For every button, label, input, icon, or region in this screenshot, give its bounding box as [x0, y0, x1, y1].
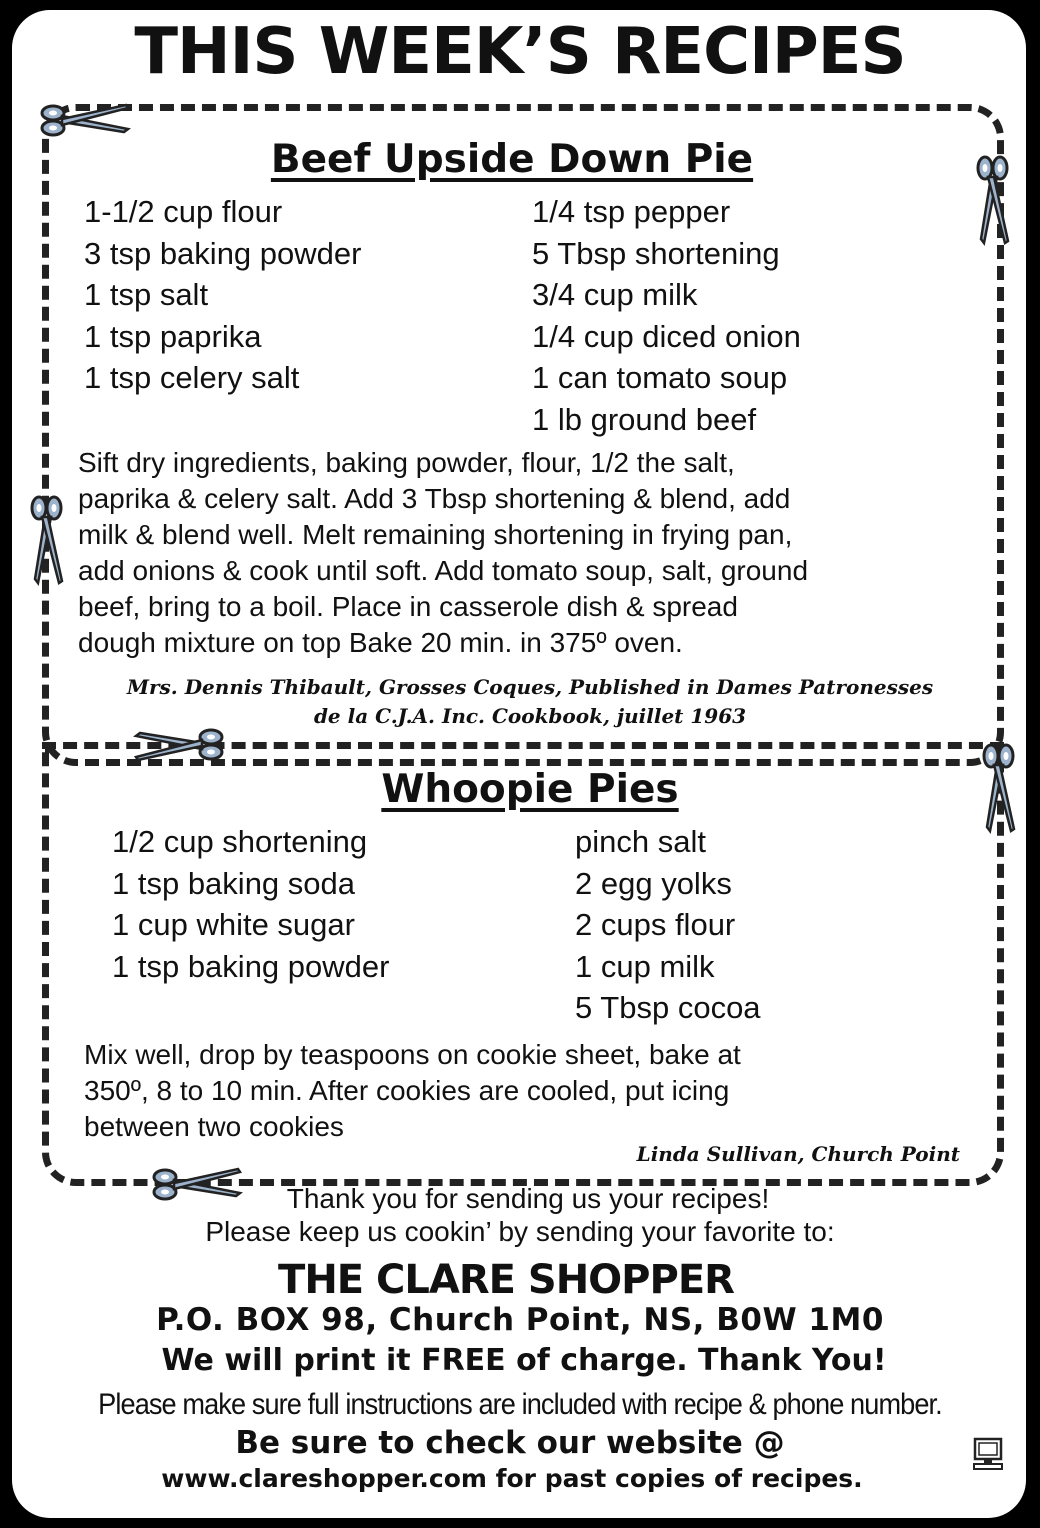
ingredient: 1/4 tsp pepper: [532, 194, 731, 229]
scissors-icon: [132, 727, 226, 763]
scissors-icon: [150, 1166, 244, 1202]
ingredient-list-right: [575, 821, 761, 1029]
ingredient: pinch salt: [575, 824, 706, 859]
ingredient: 5 Tbsp cocoa: [575, 990, 761, 1026]
ingredient: 1 tsp baking powder: [112, 948, 390, 984]
ingredient-list-left: [84, 191, 361, 399]
page-title: THIS WEEK’S RECIPES: [134, 15, 906, 89]
ingredient: 3 tsp baking powder: [84, 235, 362, 271]
ingredient: 1 can tomato soup: [532, 360, 788, 396]
scissors-icon: [975, 153, 1011, 247]
ingredient: 3/4 cup milk: [532, 277, 698, 313]
ingredient: 1 tsp paprika: [84, 318, 262, 354]
ingredient: 2 cups flour: [575, 907, 736, 943]
ingredient: 1-1/2 cup flour: [84, 194, 283, 229]
instruction-line: add onions & cook until soft. Add tomato soup, salt, ground: [78, 555, 809, 586]
instructions-note: Please make sure full instructions are included with recipe & phone number.: [98, 1388, 942, 1421]
website-prompt: Be sure to check our website @: [235, 1425, 785, 1461]
scissors-icon: [29, 493, 65, 587]
instruction-line: Mix well, drop by teaspoons on cookie sheet, bake at: [84, 1039, 741, 1070]
instruction-line: Sift dry ingredients, baking powder, flour, 1/2 the salt,: [78, 447, 735, 478]
instruction-line: milk & blend well. Melt remaining shortening in frying pan,: [78, 519, 793, 550]
ingredient: 2 egg yolks: [575, 865, 732, 901]
instruction-line: between two cookies: [84, 1111, 344, 1142]
credit-line: Linda Sullivan, Church Point: [636, 1142, 960, 1166]
ingredient: 1 lb ground beef: [532, 401, 757, 437]
publisher-name: THE CLARE SHOPPER: [278, 1257, 734, 1303]
computer-icon: [972, 1437, 1004, 1471]
website-url: www.clareshopper.com for past copies of recipes.: [161, 1464, 863, 1493]
ingredient: 1 tsp baking soda: [112, 865, 356, 901]
recipe-title: Whoopie Pies: [381, 767, 679, 812]
ingredient: 1 tsp celery salt: [84, 360, 300, 396]
publisher-address: P.O. BOX 98, Church Point, NS, B0W 1M0: [156, 1302, 884, 1338]
credit-line: de la C.J.A. Inc. Cookbook, juillet 1963: [313, 704, 747, 728]
recipe-title: Beef Upside Down Pie: [270, 137, 754, 182]
instruction-line: beef, bring to a boil. Place in casserole dish & spread: [78, 591, 738, 622]
ingredient: 1 cup milk: [575, 948, 715, 984]
recipe-credit: [60, 673, 1000, 731]
scissors-icon: [38, 102, 132, 138]
credit-line: Mrs. Dennis Thibault, Grosses Coques, Published in Dames Patronesses: [126, 675, 934, 699]
ingredient-list-left: [112, 821, 389, 987]
instruction-line: dough mixture on top Bake 20 min. in 375º oven.: [78, 627, 683, 658]
recipe-instructions: [84, 1037, 964, 1145]
send-request-text: Please keep us cookin’ by sending your favorite to:: [205, 1216, 835, 1247]
ingredient: 1/4 cup diced onion: [532, 318, 801, 354]
free-print-text: We will print it FREE of charge. Thank You!: [161, 1343, 887, 1378]
scissors-icon: [981, 741, 1017, 835]
ingredient: 5 Tbsp shortening: [532, 235, 780, 271]
instruction-line: paprika & celery salt. Add 3 Tbsp shortening & blend, add: [78, 483, 791, 514]
ingredient: 1 cup white sugar: [112, 907, 355, 943]
recipe-credit: [637, 1140, 960, 1169]
thanks-text: Thank you for sending us your recipes!: [286, 1183, 770, 1214]
ingredient-list-right: [532, 191, 801, 441]
instruction-line: 350º, 8 to 10 min. After cookies are cooled, put icing: [84, 1075, 730, 1106]
ingredient: 1/2 cup shortening: [112, 824, 368, 859]
ingredient: 1 tsp salt: [84, 277, 209, 313]
recipe-instructions: [78, 445, 978, 661]
